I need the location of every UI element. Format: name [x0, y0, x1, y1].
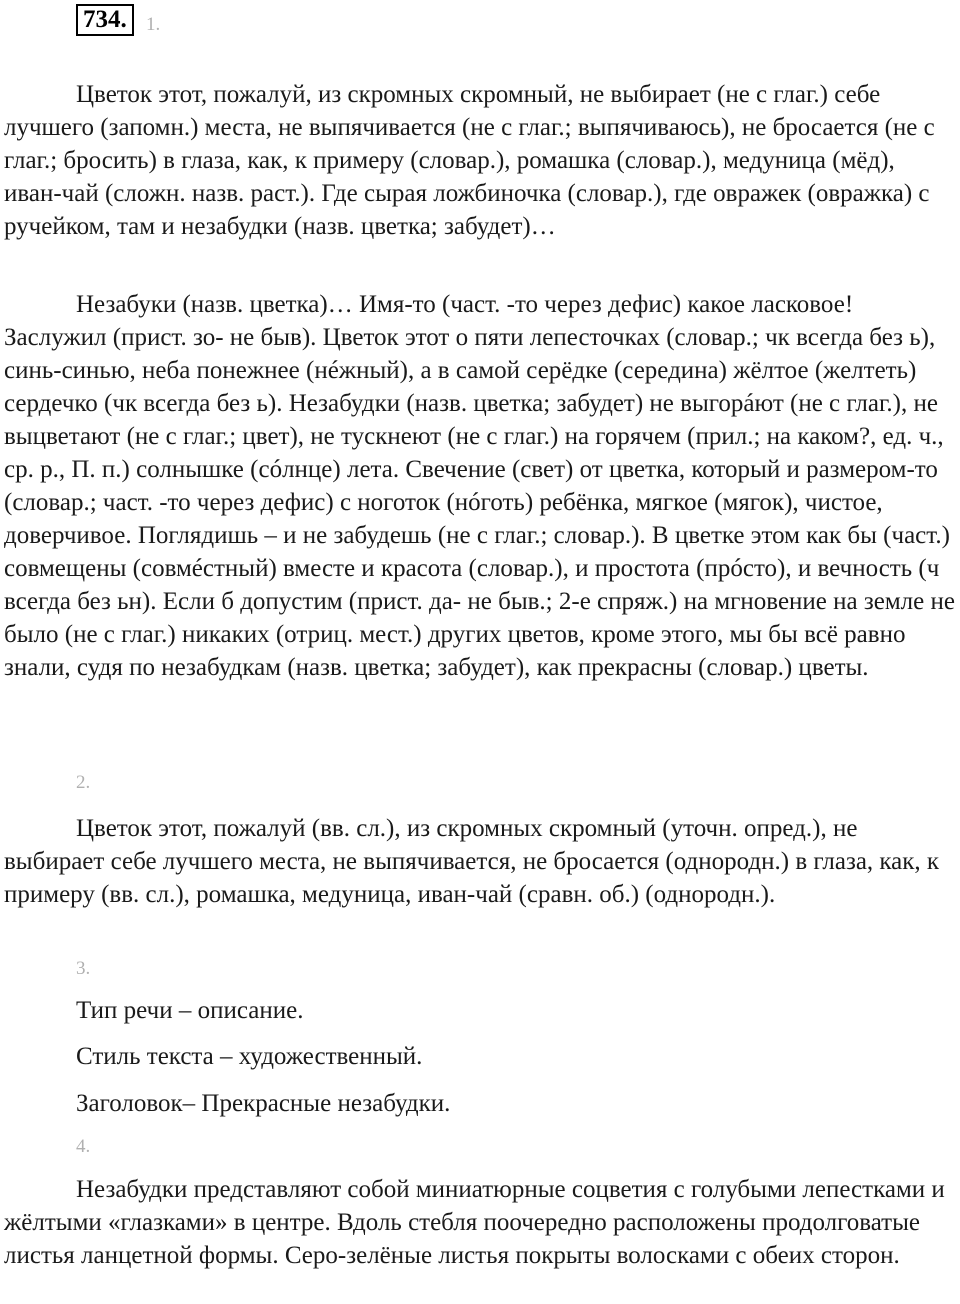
section-4-label: 4.: [76, 1136, 91, 1157]
title-line: Заголовок– Прекрасные незабудки.: [76, 1090, 451, 1117]
section-3-label: 3.: [76, 958, 91, 979]
section-4-paragraph: Незабудки представляют собой миниатюрные соцветия с голубыми лепестками и жёлтыми «глазками» в центре. Вдоль стебля поочередно расположены продолговатые листья ланцетной формы. Серо-зелёные листья покрыты волосками с обеих сторон.: [4, 1176, 945, 1269]
section-1-label: 1.: [146, 14, 161, 35]
section-2-label: 2.: [76, 772, 91, 793]
section-1-paragraph-1: Цветок этот, пожалуй, из скромных скромный, не выбирает (не с глаг.) себе лучшего (запомн.) места, не выпячивается (не с глаг.; выпячиваюсь), не бросается (не с глаг.; бросить) в глаза, как, к примеру (словар.), ромашка (словар.), медуница (мёд), иван-чай (сложн. назв. раст.). Где сырая ложбиночка (словар.), где овражек (овражка) с ручейком, там и незабудки (назв. цветка; забудет)…: [4, 81, 935, 240]
speech-type-line: Тип речи – описание.: [76, 997, 304, 1024]
exercise-number: 734.: [76, 4, 134, 36]
section-1-paragraph-2: Незабуки (назв. цветка)… Имя-то (част. -то через дефис) какое ласковое! Заслужил (прист. зо- не быв). Цветок этот о пяти лепесточках (словар.; чк всегда без ь), синь-синью, неба понежнее (нéжный), а в самой серёдке (середина) жёлтое (желтеть) сердечко (чк всегда без ь). Незабудки (назв. цветка; забудет) не выгорáют (не с глаг.), не выцветают (не с глаг.; цвет), не тускнеют (не с глаг.) на горячем (прил.; на каком?, ед. ч., ср. р., П. п.) солнышке (сóлнце) лета. Свечение (свет) от цветка, который и размером-то (словар.; част. -то через дефис) с ноготок (нóготь) ребёнка, мягкое (мягок), чистое, доверчивое. Поглядишь – и не забудешь (не с глаг.; словар.). В цветке этом как бы (част.) совмещены (совмéстный) вместе и красота (словар.), и простота (прóсто), и вечность (ч всегда без ьн). Если б допустим (прист. да- не быв.; 2-е спряж.) на мгновение на земле не было (не с глаг.) никаких (отриц. мест.) других цветов, кроме этого, мы бы всё равно знали, судя по незабудкам (назв. цветка; забудет), как прекрасны (словар.) цветы.: [4, 291, 955, 681]
text-style-line: Стиль текста – художественный.: [76, 1043, 423, 1070]
exercise-header: [76, 4, 160, 36]
section-2-paragraph: Цветок этот, пожалуй (вв. сл.), из скромных скромный (уточн. опред.), не выбирает себе лучшего места, не выпячивается, не бросается (однородн.) в глаза, как, к примеру (вв. сл.), ромашка, медуница, иван-чай (сравн. об.) (однородн.).: [4, 815, 940, 908]
